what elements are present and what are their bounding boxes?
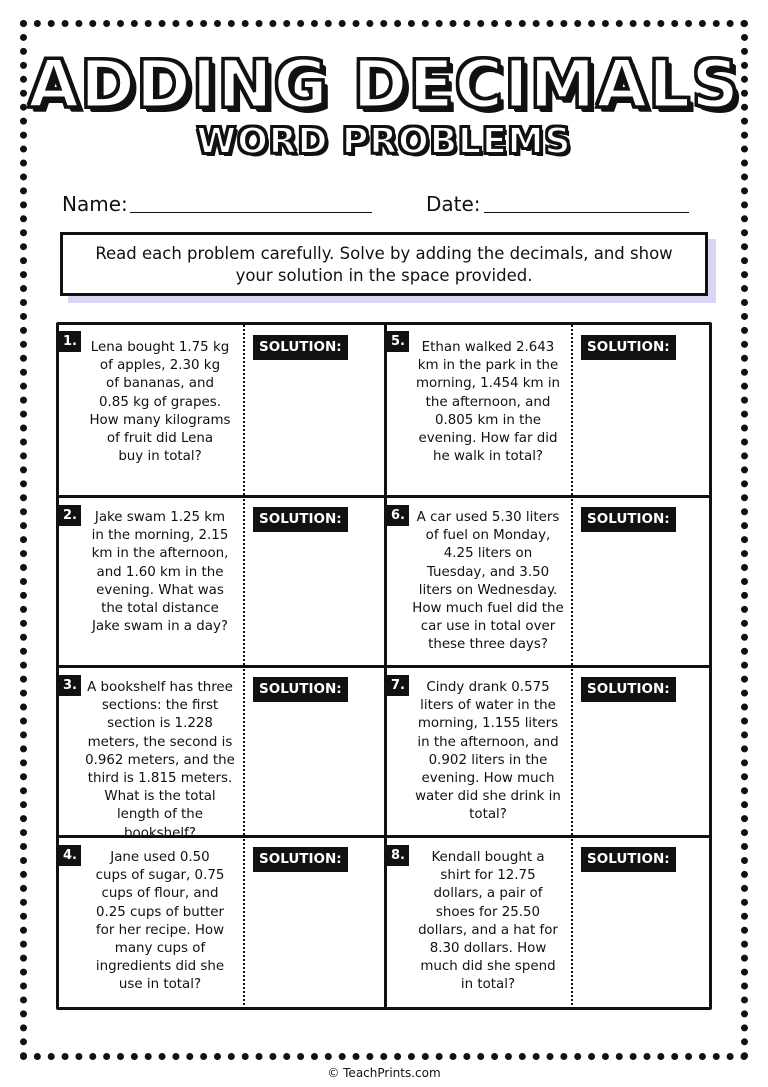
instructions-box [60,232,708,296]
problem-text-line: 0.85 kg of grapes. [99,394,221,410]
solution-space[interactable] [247,705,377,827]
problem-cell-6 [387,495,712,665]
problem-text-line: km in the park in the [417,358,559,374]
problem-text [77,679,243,843]
problem-text-line: Kendall bought a [431,850,545,865]
problem-number: 7. [387,675,409,696]
problem-text-line: Jake swam in a day? [91,619,229,635]
problem-text-line: of apples, 2.30 kg [99,358,221,374]
instructions-line-1: Read each problem carefully. Solve by adding the decimals, and show [95,244,673,263]
problem-cell-3 [59,665,384,841]
problem-text-line: Cindy drank 0.575 [426,680,550,695]
copyright-footer: © TeachPrints.com [327,1066,441,1080]
solution-space[interactable] [247,365,377,487]
problem-text-line: of fuel on Monday, [425,528,551,544]
problem-cell-8 [387,835,712,1005]
solution-label: SOLUTION: [253,335,348,360]
problem-text-line: in total? [460,977,516,993]
problem-text-line: morning, 1.155 liters [417,716,559,732]
problem-text-line: ingredients did she [95,959,225,975]
dotted-divider [571,665,573,835]
problem-text-line: What is the total [104,789,216,805]
solution-label: SOLUTION: [253,847,348,872]
problem-text-line: for her recipe. How [95,922,225,938]
problem-text-line: evening. What was [96,582,224,598]
solution-label: SOLUTION: [253,677,348,702]
dotted-divider [243,325,245,495]
problem-text-line: meters, the second is [87,734,233,750]
problem-cell-5 [387,325,712,495]
problem-text [77,509,243,636]
problem-number: 2. [59,505,81,526]
solution-space[interactable] [247,875,377,997]
problem-text-line: cups of flour, and [101,886,219,902]
name-line[interactable] [130,212,372,213]
dotted-divider [571,495,573,665]
problem-text-line: liters of water in the [420,698,556,714]
solution-space[interactable] [575,875,705,997]
problem-text-line: Jake swam 1.25 km [94,510,226,525]
problem-text-line: 8.30 dollars. How [429,941,547,957]
problem-text-line: car use in total over [420,619,556,635]
problem-text-line: the afternoon, and [425,394,551,410]
problem-text-line: sections: the first [101,698,219,714]
problem-text-line: 0.962 meters, and the [85,752,235,768]
solution-space[interactable] [575,535,705,657]
problem-cell-7 [387,665,712,835]
problem-text-line: shoes for 25.50 [435,904,541,920]
problem-text-line: bookshelf? [124,825,196,841]
problem-number: 5. [387,331,409,352]
solution-space[interactable] [575,705,705,827]
problem-number: 8. [387,845,409,866]
problem-text-line: dollars, and a hat for [418,922,558,938]
problem-text [77,339,243,466]
solution-space[interactable] [575,365,705,487]
name-label: Name: [62,192,128,216]
problem-text-line: 0.25 cups of butter [95,904,225,920]
problem-number: 6. [387,505,409,526]
problem-text-line: of fruit did Lena [106,431,214,447]
problem-text-line: liters on Wednesday. [418,582,558,598]
dotted-divider [243,665,245,835]
problem-text-line: buy in total? [118,449,202,465]
problem-text-line: use in total? [118,977,202,993]
problem-text-line: How much fuel did the [412,601,564,617]
problem-text-line: he walk in total? [432,449,544,465]
problem-text-line: A car used 5.30 liters [416,510,560,525]
page-title: ADDING DECIMALS [28,46,740,123]
problem-text-line: in the morning, 2.15 [91,528,229,544]
problem-text-line: the total distance [101,601,219,617]
problem-text-line: Tuesday, and 3.50 [426,564,550,580]
problem-text-line: evening. How far did [418,431,558,447]
problem-text-line: Lena bought 1.75 kg [90,340,230,355]
problem-text-line: 4.25 liters on [443,546,533,562]
problem-text-line: cups of sugar, 0.75 [95,868,225,884]
problem-text [77,849,243,995]
problem-text-line: section is 1.228 [107,716,213,732]
problem-text-line: km in the afternoon, [91,546,229,562]
solution-label: SOLUTION: [581,847,676,872]
dotted-divider [571,325,573,495]
solution-label: SOLUTION: [581,335,676,360]
dotted-divider [571,835,573,1005]
problem-text-line: evening. How much [421,771,555,787]
problem-text-line: water did she drink in [415,789,561,805]
problem-number: 1. [59,331,81,352]
problem-text [405,509,571,655]
problem-text-line: How many kilograms [89,412,231,428]
problem-text-line: third is 1.815 meters. [87,771,233,787]
problem-text-line: 0.902 liters in the [428,752,548,768]
problem-text [405,849,571,995]
problem-text-line: Jane used 0.50 [110,850,210,865]
problem-text [405,679,571,825]
dotted-divider [243,835,245,1005]
solution-space[interactable] [247,535,377,657]
problem-cell-1 [59,325,384,495]
problem-text-line: much did she spend [420,959,556,975]
problem-cell-2 [59,495,384,665]
dotted-divider [243,495,245,665]
problem-text-line: total? [469,807,507,823]
problem-text-line: shirt for 12.75 [440,868,536,884]
problem-text-line: Ethan walked 2.643 [421,340,555,355]
problem-text-line: many cups of [114,941,206,957]
problem-text-line: these three days? [428,637,548,653]
problem-text-line: in the afternoon, and [417,734,559,750]
problem-text-line: dollars, a pair of [433,886,543,902]
solution-label: SOLUTION: [581,677,676,702]
date-label: Date: [426,192,481,216]
instructions-line-2: your solution in the space provided. [235,266,533,285]
problem-cell-4 [59,835,384,1005]
date-line[interactable] [484,212,689,213]
solution-label: SOLUTION: [581,507,676,532]
problem-text-line: and 1.60 km in the [96,564,224,580]
problem-text-line: morning, 1.454 km in [415,376,561,392]
problem-text [405,339,571,466]
problem-text-line: of bananas, and [106,376,214,392]
problem-text-line: A bookshelf has three [87,680,233,695]
problem-text-line: 0.805 km in the [434,412,542,428]
solution-label: SOLUTION: [253,507,348,532]
problem-number: 4. [59,845,81,866]
problem-number: 3. [59,675,81,696]
problem-text-line: length of the [116,807,204,823]
page-subtitle: WORD PROBLEMS [196,121,572,162]
